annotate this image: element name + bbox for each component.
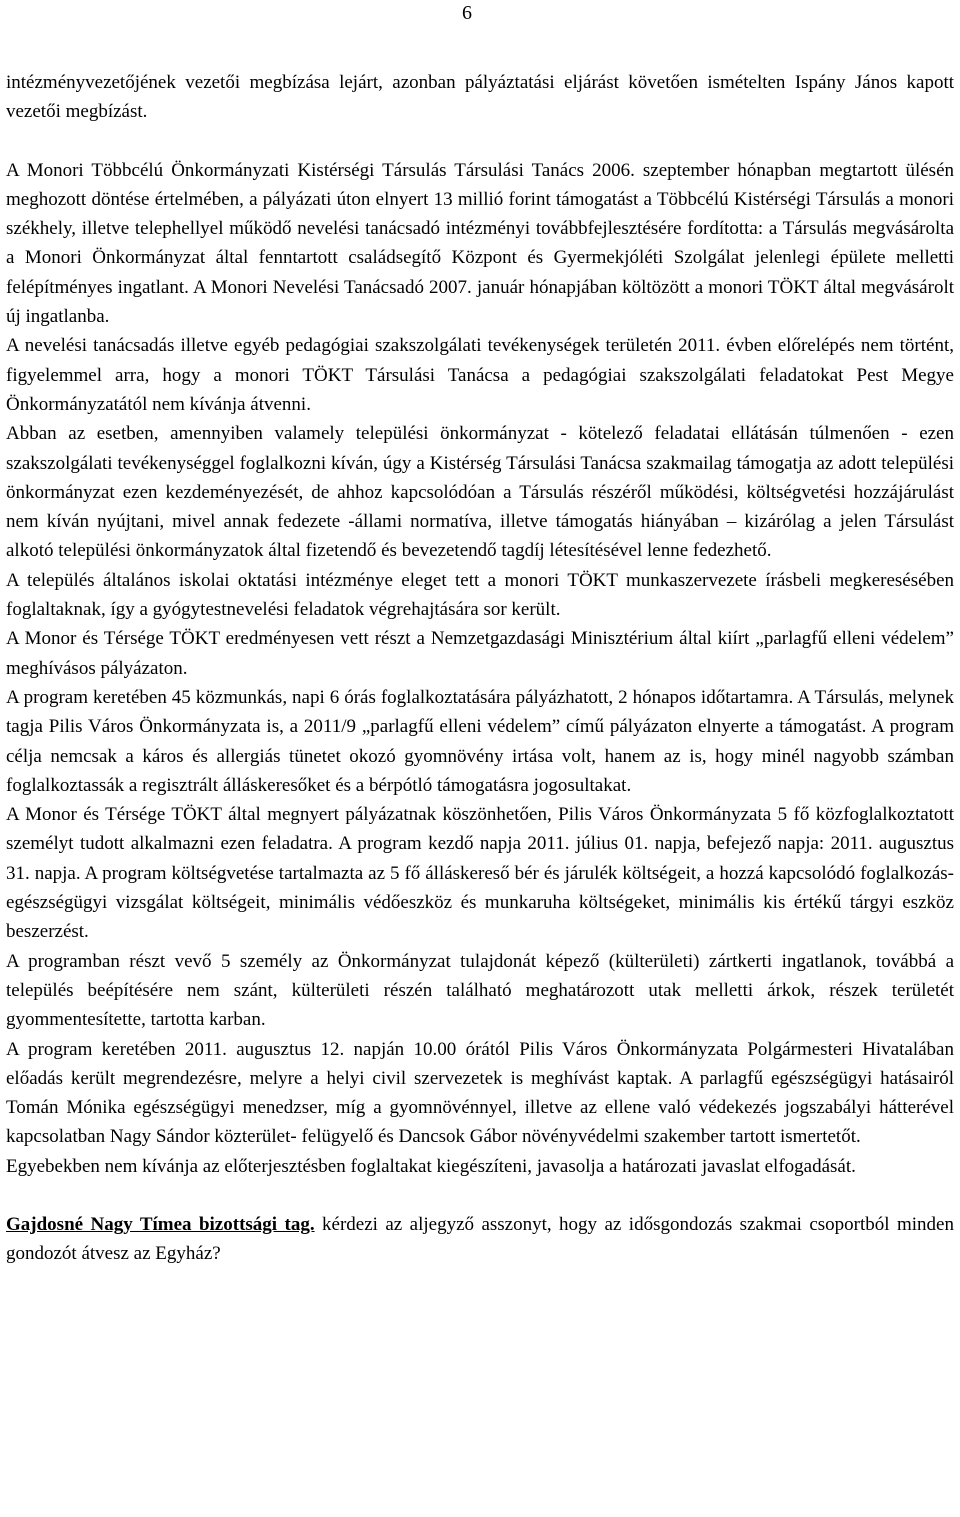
paragraph-7: A program keretében 45 közmunkás, napi 6 órás foglalkoztatására pályázhatott, 2 hónapos időtartamra. A Társulás, melynek tagja Pilis Város Önkormányzata is, a 2011/9 „parlagfű elleni védelem” című pályázaton elnyerte a támogatást. A program célja nemcsak a káros és allergiás tünetet okozó gyomnövény irtása volt, hanem az is, hogy minél nagyobb számban foglalkoztassák a regisztrált álláskeresőket és a bérpótló támogatásra jogosultakat. [6, 686, 954, 796]
paragraph-8: A Monor és Térsége TÖKT által megnyert pályázatnak köszönhetően, Pilis Város Önkormányzata 5 fő közfoglalkoztatott személyt tudott alkalmazni ezen feladatra. A program kezdő napja 2011. július 01. napja, befejező napja: 2011. augusztus 31. napja. A program költségvetése tartalmazta az 5 fő álláskereső bér és járulék költségeit, a hozzá kapcsolódó foglalkozás- egészségügyi vizsgálat költségeit, minimális védőeszköz és munkaruha költségeket, minimális kis értékű tárgyi eszköz beszerzést. [6, 804, 954, 943]
paragraph-6: A Monor és Térsége TÖKT eredményesen vett részt a Nemzetgazdasági Minisztérium által kiírt „parlagfű elleni védelem” meghívásos pályázaton. [6, 628, 954, 679]
paragraph-10: A program keretében 2011. augusztus 12. napján 10.00 órától Pilis Város Önkormányzata Polgármesteri Hivatalában előadás került megrendezésre, melyre a helyi civil szervezetek is meghívást kaptak. A parlagfű egészségügyi hatásairól Tomán Mónika egészségügyi menedzser, míg a gyomnövénnyel, illetve az ellene való védekezés jogszabályi hátterével kapcsolatban Nagy Sándor közterület- felügyelő és Dancsok Gábor növényvédelmi szakember tartott ismertetőt. [6, 1038, 954, 1148]
question-text: kérdezi az aljegyző asszonyt, hogy az idősgondozás szakmai csoportból minden gondozót átvesz az Egyház? [6, 1213, 954, 1265]
page-number: 6 [462, 2, 472, 24]
question-paragraph [6, 1210, 954, 1269]
paragraph-1: intézményvezetőjének vezetői megbízása lejárt, azonban pályáztatási eljárást követően ismételten Ispány János kapott vezetői megbízást. [6, 72, 954, 123]
paragraph-9: A programban részt vevő 5 személy az Önkormányzat tulajdonát képező (külterületi) zártkerti ingatlanok, továbbá a település beépítésére nem szánt, külterületi részén található meghatározott utak melletti árkok, részek területét gyommentesítette, tartotta karban. [6, 950, 954, 1031]
paragraph-spacer [6, 1181, 954, 1210]
speaker-name: Gajdosné Nagy Tímea bizottsági tag. [6, 1213, 315, 1235]
document-body [6, 68, 954, 1269]
paragraph-11: Egyebekben nem kívánja az előterjesztésben foglaltakat kiegészíteni, javasolja a határozati javaslat elfogadását. [6, 1155, 856, 1177]
paragraph-spacer [6, 127, 954, 156]
paragraph-5: A település általános iskolai oktatási intézménye eleget tett a monori TÖKT munkaszervezete írásbeli megkeresésében foglaltaknak, így a gyógytestnevelési feladatok végrehajtására sor került. [6, 569, 954, 621]
paragraph-3: A nevelési tanácsadás illetve egyéb pedagógiai szakszolgálati tevékenységek területén 2011. évben előrelépés nem történt, figyelemmel arra, hogy a monori TÖKT Társulási Tanácsa a pedagógiai szakszolgálati feladatokat Pest Megye Önkormányzatától nem kívánja átvenni. [6, 335, 954, 415]
paragraph-2: A Monori Többcélú Önkormányzati Kistérségi Társulás Társulási Tanács 2006. szeptember hónapban megtartott ülésén meghozott döntése értelmében, a pályázati úton elnyert 13 millió forint támogatást a Többcélú Kistérségi Társulás a monori székhely, illetve telephellyel működő nevelési tanácsadó intézményi továbbfejlesztésére fordította: a Társulás megvásárolta a Monori Önkormányzat által fenntartott családsegítő Központ és Gyermekjóléti Szolgálat jelenlegi épülete melletti felépítményes ingatlant. A Monori Nevelési Tanácsadó 2007. január hónapjában költözött a monori TÖKT által megvásárolt új ingatlanba. [6, 159, 954, 328]
paragraph-4: Abban az esetben, amennyiben valamely települési önkormányzat - kötelező feladatai ellátásán túlmenően - ezen szakszolgálati tevékenységgel foglalkozni kíván, úgy a Kistérség Társulási Tanácsa szakmailag támogatja az adott települési önkormányzat ezen kezdeményezését, de ahhoz kapcsolódóan a Társulás részéről működési, költségvetési hozzájárulást nem kíván nyújtani, mivel annak fedezete -állami normatíva, illetve támogatás hiányában – kizárólag a jelen Társulást alkotó települési önkormányzatok által fizetendő és bevezetendő tagdíj létesítésével lenne fedezhető. [6, 423, 954, 562]
